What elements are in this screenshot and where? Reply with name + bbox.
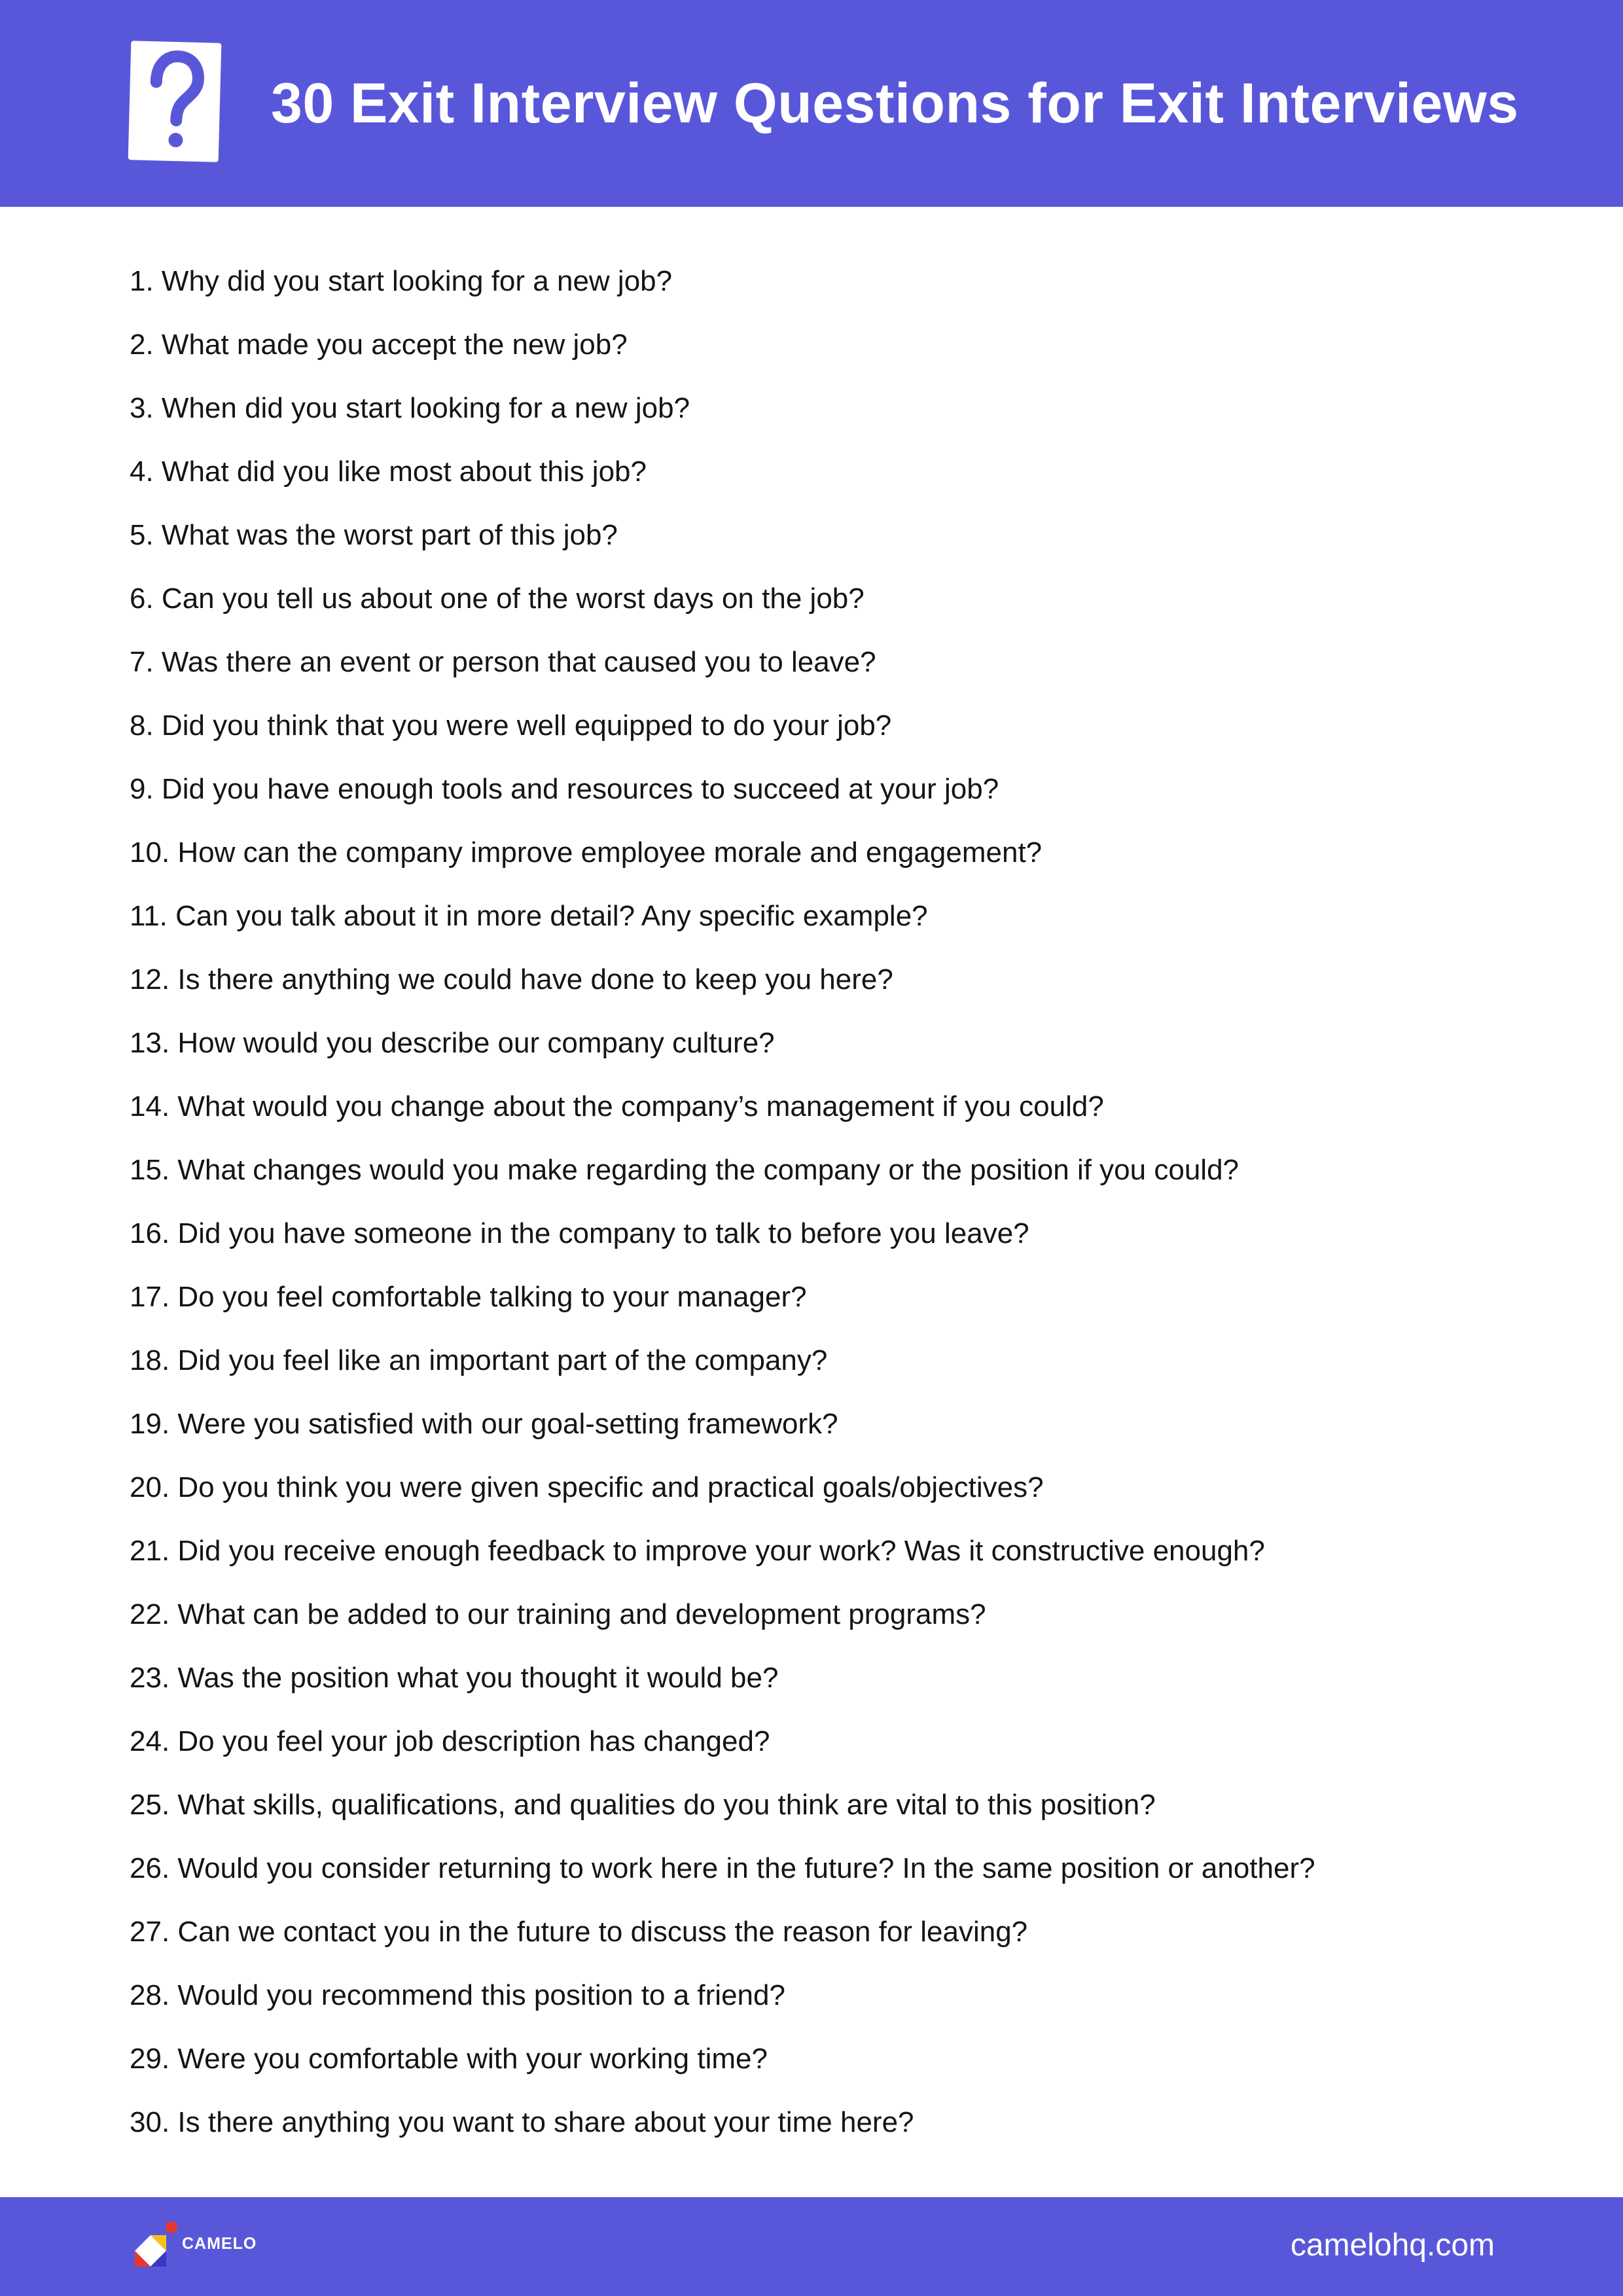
question-item: 15. What changes would you make regarding the company or the position if you could? [130,1154,1240,1186]
question-item: 10. How can the company improve employee morale and engagement? [130,836,1043,869]
question-item: 2. What made you accept the new job? [130,329,628,361]
question-item: 3. When did you start looking for a new job? [130,392,690,424]
question-item: 6. Can you tell us about one of the worst days on the job? [130,583,865,615]
question-item: 5. What was the worst part of this job? [130,519,618,551]
brand-name: CAMELO [182,2234,257,2253]
question-item: 7. Was there an event or person that caused you to leave? [130,646,876,678]
question-item: 28. Would you recommend this position to a friend? [130,1979,785,2011]
question-item: 8. Did you think that you were well equipped to do your job? [130,709,892,742]
website-link[interactable]: camelohq.com [1290,2228,1495,2263]
question-item: 27. Can we contact you in the future to discuss the reason for leaving? [130,1916,1028,1948]
question-item: 23. Was the position what you thought it would be? [130,1662,779,1694]
question-item: 13. How would you describe our company culture? [130,1027,775,1059]
question-item: 26. Would you consider returning to work here in the future? In the same position or another? [130,1852,1315,1884]
question-item: 21. Did you receive enough feedback to improve your work? Was it constructive enough? [130,1535,1265,1567]
question-list [130,260,1537,2165]
question-item: 1. Why did you start looking for a new job? [130,265,673,297]
page-title: 30 Exit Interview Questions for Exit Interviews [271,72,1519,135]
footer-banner [0,2197,1623,2296]
question-item: 16. Did you have someone in the company to talk to before you leave? [130,1217,1029,1249]
question-item: 29. Were you comfortable with your working time? [130,2043,768,2075]
question-item: 12. Is there anything we could have done to keep you here? [130,963,893,996]
question-item: 19. Were you satisfied with our goal-setting framework? [130,1408,838,1440]
question-item: 14. What would you change about the company’s management if you could? [130,1090,1104,1122]
question-item: 9. Did you have enough tools and resources to succeed at your job? [130,773,999,805]
question-item: 22. What can be added to our training and development programs? [130,1598,986,1630]
question-item: 24. Do you feel your job description has changed? [130,1725,770,1757]
header-banner [0,0,1623,207]
question-item: 25. What skills, qualifications, and qualities do you think are vital to this position? [130,1789,1156,1821]
question-item: 17. Do you feel comfortable talking to your manager? [130,1281,807,1313]
question-item: 18. Did you feel like an important part of the company? [130,1344,828,1376]
question-item: 20. Do you think you were given specific and practical goals/objectives? [130,1471,1044,1503]
question-item: 11. Can you talk about it in more detail? Any specific example? [130,900,928,932]
question-item: 4. What did you like most about this job? [130,456,647,488]
camelo-logo-icon [128,2218,187,2277]
question-item: 30. Is there anything you want to share about your time here? [130,2106,914,2138]
question-mark-icon [128,41,222,162]
